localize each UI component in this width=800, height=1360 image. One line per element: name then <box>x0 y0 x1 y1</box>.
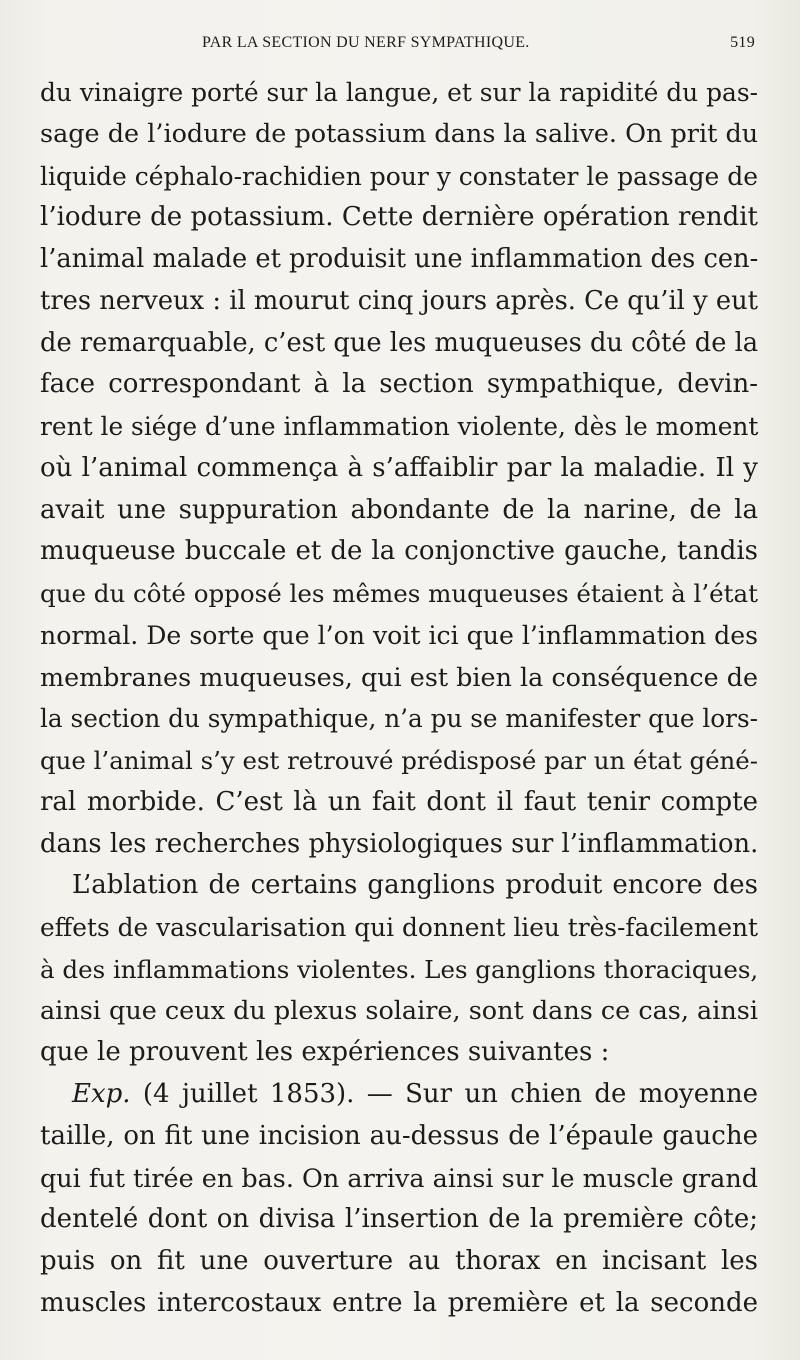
text-line: la section du sympathique, n’a pu se manifester que lors- <box>40 704 758 734</box>
text-line: taille, on fit une incision au-dessus de l’épaule gauche <box>40 1120 758 1151</box>
text-line: ral morbide. C’est là un fait dont il faut tenir compte <box>40 786 758 817</box>
text-line: l’iodure de potassium. Cette dernière opération rendit <box>40 202 758 233</box>
experiment-label: Exp. <box>72 1079 131 1109</box>
text-line: ainsi que ceux du plexus solaire, sont dans ce cas, ainsi <box>40 995 758 1026</box>
page-number: 519 <box>730 34 755 51</box>
text-line: tres nerveux : il mourut cinq jours après. Ce qu’il y eut <box>40 285 758 316</box>
text-line: rent le siége d’une inflammation violente, dès le moment <box>40 412 759 441</box>
experiment-line <box>40 1074 758 1116</box>
page-header <box>40 34 755 60</box>
text-line: muscles intercostaux entre la première et la seconde <box>40 1287 758 1318</box>
running-title: PAR LA SECTION DU NERF SYMPATHIQUE. <box>202 34 530 51</box>
text-line: avait une suppuration abondante de la narine, de la <box>40 494 758 525</box>
text-line: dans les recherches physiologiques sur l’inflammation. <box>40 828 759 859</box>
text-line: effets de vascularisation qui donnent lieu très-facilement <box>40 913 758 942</box>
text-line: que l’animal s’y est retrouvé prédisposé par un état géné- <box>40 746 758 775</box>
text-line: qui fut tirée en bas. On arriva ainsi sur le muscle grand <box>40 1162 758 1193</box>
text-line: face correspondant à la section sympathique, devin- <box>40 369 758 400</box>
text-line: normal. De sorte que l’on voit ici que l’inflammation des <box>40 620 759 650</box>
text-line: où l’animal commença à s’affaiblir par la maladie. Il y <box>40 452 758 483</box>
text-line: du vinaigre porté sur la langue, et sur la rapidité du pas- <box>40 78 758 107</box>
text-line: que le prouvent les expériences suivantes : <box>40 1037 610 1068</box>
text-line: à des inflammations violentes. Les ganglions thoraciques, <box>40 954 759 984</box>
text-line: sage de l’iodure de potassium dans la salive. On prit du <box>40 118 759 149</box>
text-line: puis on fit une ouverture au thorax en incisant les <box>40 1246 758 1276</box>
text-line: L’ablation de certains ganglions produit encore des <box>72 870 758 901</box>
text-line: muqueuse buccale et de la conjonctive gauche, tandis <box>40 536 758 567</box>
experiment-text: (4 juillet 1853). — Sur un chien de moyenne <box>142 1079 758 1109</box>
text-line: de remarquable, c’est que les muqueuses du côté de la <box>40 327 759 358</box>
body-text <box>40 72 758 1325</box>
text-line: liquide céphalo-rachidien pour y constater le passage de <box>40 161 759 191</box>
text-line: l’animal malade et produisit une inflammation des cen- <box>40 244 759 274</box>
text-line: dentelé dont on divisa l’insertion de la première côte; <box>40 1204 758 1235</box>
text-line: membranes muqueuses, qui est bien la conséquence de <box>40 661 758 692</box>
text-line: que du côté opposé les mêmes muqueuses étaient à l’état <box>40 579 759 608</box>
